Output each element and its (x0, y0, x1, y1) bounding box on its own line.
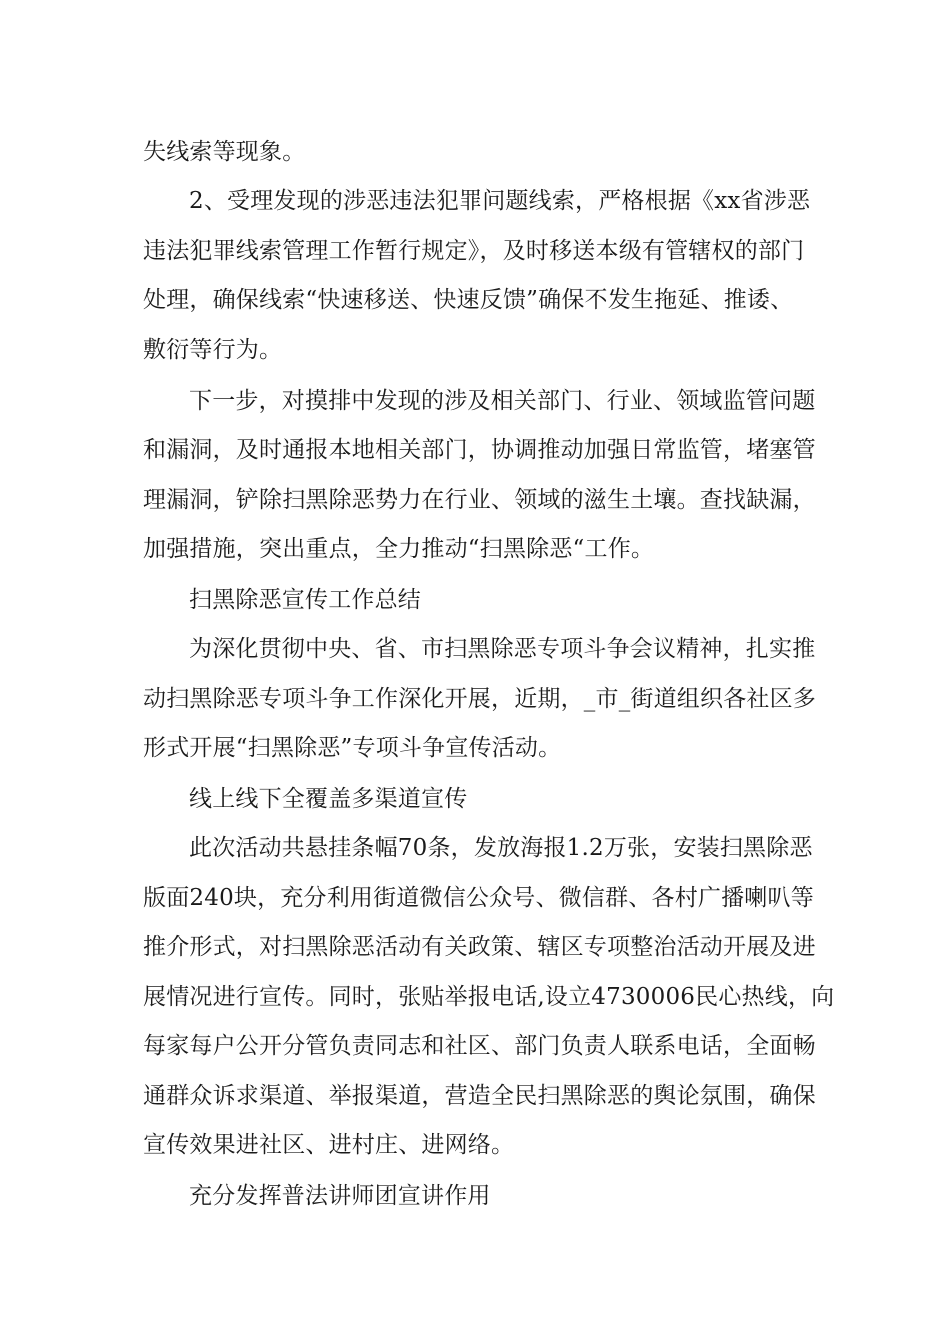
text-line: 动扫黑除恶专项斗争工作深化开展，近期，_市_街道组织各社区多 (143, 686, 816, 712)
text-line: 处理，确保线索“快速移送、快速反馈”确保不发生拖延、推诿、 (143, 287, 794, 313)
text-line: 失线索等现象。 (143, 139, 306, 165)
text-line: 敷衍等行为。 (143, 337, 283, 363)
section-heading: 扫黑除恶宣传工作总结 (189, 587, 421, 613)
paragraph-first-line: 2、受理发现的涉恶违法犯罪问题线索，严格根据《xx省涉恶 (189, 188, 811, 214)
paragraph-first-line: 此次活动共悬挂条幅70条，发放海报1.2万张，安装扫黑除恶 (189, 835, 813, 861)
section-heading: 充分发挥普法讲师团宣讲作用 (189, 1183, 491, 1209)
section-heading: 线上线下全覆盖多渠道宣传 (189, 786, 468, 812)
text-line: 版面240块，充分利用街道微信公众号、微信群、各村广播喇叭等 (143, 885, 814, 911)
text-line: 宣传效果进社区、进村庄、进网络。 (143, 1132, 515, 1158)
text-line: 推介形式，对扫黑除恶活动有关政策、辖区专项整治活动开展及进 (143, 934, 816, 960)
text-line: 违法犯罪线索管理工作暂行规定》，及时移送本级有管辖权的部门 (143, 238, 805, 264)
text-line: 形式开展“扫黑除恶”专项斗争宣传活动。 (143, 735, 562, 761)
paragraph-first-line: 下一步，对摸排中发现的涉及相关部门、行业、领域监管问题 (189, 388, 816, 414)
text-line: 展情况进行宣传。同时，张贴举报电话,设立4730006民心热线，向 (143, 984, 835, 1010)
text-line: 每家每户公开分管负责同志和社区、部门负责人联系电话，全面畅 (143, 1033, 816, 1059)
text-line: 和漏洞，及时通报本地相关部门，协调推动加强日常监管，堵塞管 (143, 437, 816, 463)
text-line: 通群众诉求渠道、举报渠道，营造全民扫黑除恶的舆论氛围，确保 (143, 1083, 816, 1109)
text-line: 理漏洞，铲除扫黑除恶势力在行业、领域的滋生土壤。查找缺漏， (143, 487, 816, 513)
paragraph-first-line: 为深化贯彻中央、省、市扫黑除恶专项斗争会议精神，扎实推 (189, 636, 816, 662)
text-line: 加强措施，突出重点，全力推动“扫黑除恶“工作。 (143, 536, 655, 562)
